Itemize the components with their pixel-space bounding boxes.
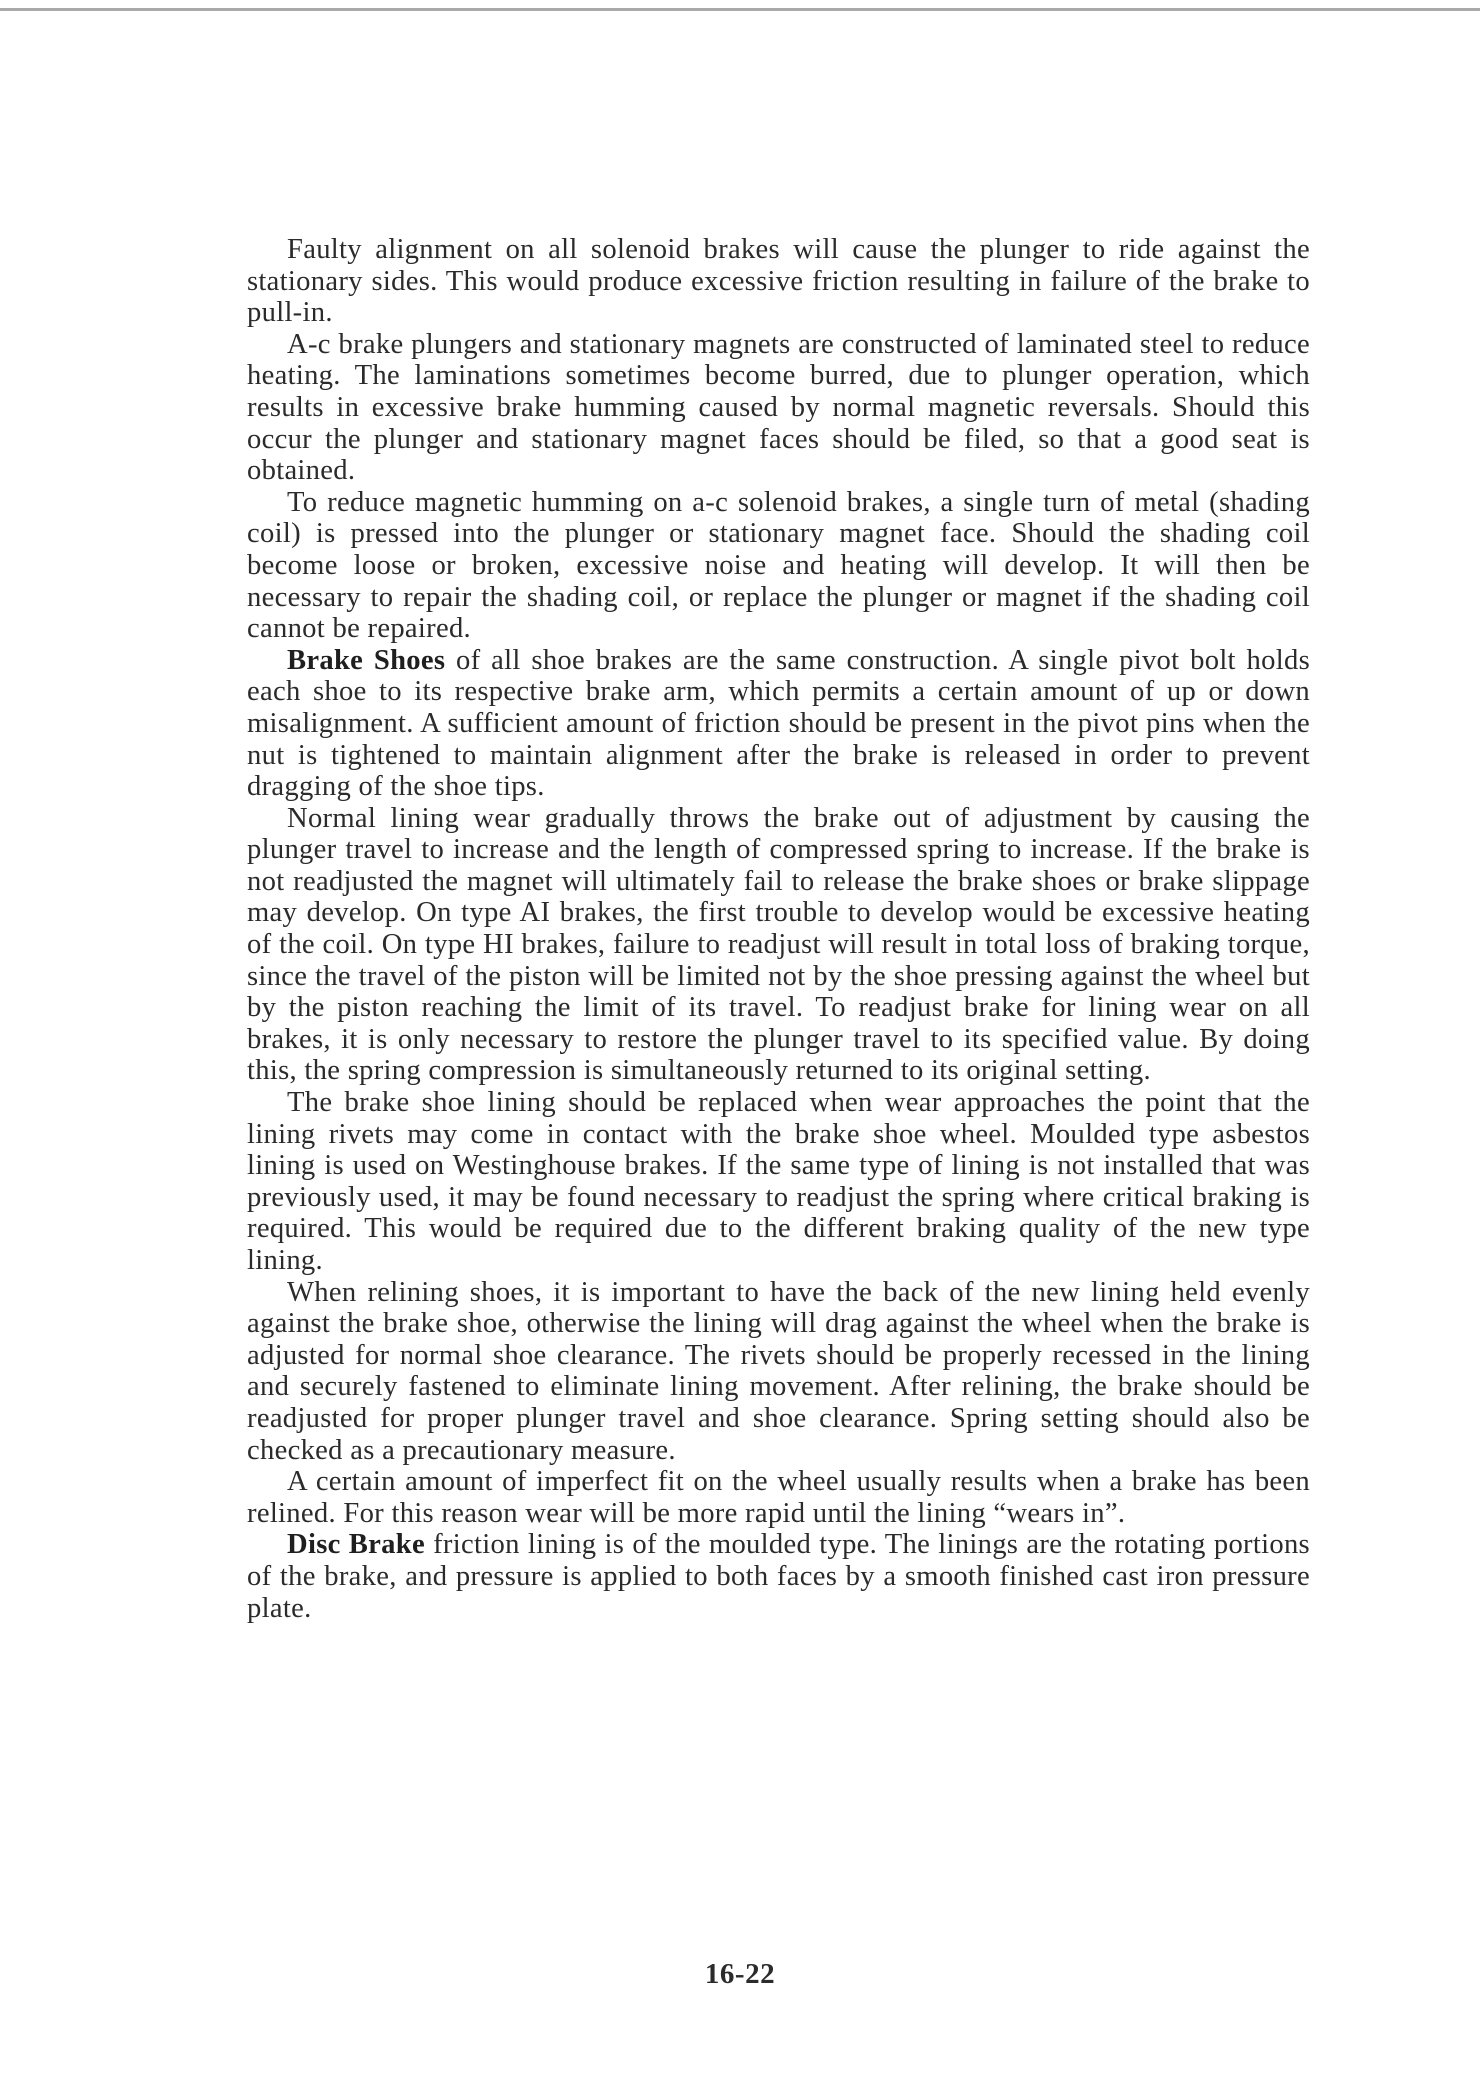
paragraph-text: The brake shoe lining should be replaced when wear approaches the point that the lining rivets may come in contact with the brake shoe wheel. Moulded type asbestos lining is used on Westinghouse brakes. If the same type of lining is not installed that was previously used, it may be found necessary to readjust the spring where critical braking is required. This would be required due to the different braking quality of the new type lining.	[247, 1087, 1310, 1276]
paragraph-shading-coil	[247, 487, 1310, 645]
paragraph-relining	[247, 1277, 1310, 1467]
paragraph-text: A certain amount of imperfect fit on the wheel usually results when a brake has been relined. For this reason wear will be more rapid until the lining “wears in”.	[247, 1466, 1310, 1529]
paragraph-text: When relining shoes, it is important to have the back of the new lining held evenly against the brake shoe, otherwise the lining will drag against the wheel when the brake is adjusted for normal shoe clearance. The rivets should be properly recessed in the lining and securely fastened to eliminate lining movement. After relining, the brake should be readjusted for proper plunger travel and shoe clearance. Spring setting should also be checked as a precautionary measure.	[247, 1276, 1310, 1466]
paragraph-lead-disc-brake: Disc Brake	[287, 1529, 425, 1561]
paragraph-text: friction lining is of the moulded type. The linings are the rotating portions of the brake, and pressure is applied to both faces by a smooth finished cast iron pressure plate.	[247, 1529, 1310, 1624]
paragraph-lining-replacement	[247, 1087, 1310, 1277]
paragraph-alignment	[247, 234, 1310, 329]
paragraph-brake-shoes	[247, 645, 1310, 803]
paragraph-lining-wear	[247, 803, 1310, 1087]
paragraph-imperfect-fit	[247, 1466, 1310, 1529]
paragraph-lead-brake-shoes: Brake Shoes	[287, 644, 446, 676]
paragraph-text: of all shoe brakes are the same construction. A single pivot bolt holds each shoe to its respective brake arm, which permits a certain amount of up or down misalignment. A sufficient amount of friction should be present in the pivot pins when the nut is tightened to maintain alignment after the brake is released in order to prevent dragging of the shoe tips.	[247, 644, 1310, 803]
paragraph-text: Faulty alignment on all solenoid brakes will cause the plunger to ride against the stationary sides. This would produce excessive friction resulting in failure of the brake to pull-in.	[247, 234, 1310, 329]
paragraph-text: Normal lining wear gradually throws the brake out of adjustment by causing the plunger travel to increase and the length of compressed spring to increase. If the brake is not readjusted the magnet will ultimately fail to release the brake shoes or brake slippage may develop. On type AI brakes, the first trouble to develop would be excessive heating of the coil. On type HI brakes, failure to readjust will result in total loss of braking torque, since the travel of the piston will be limited not by the shoe pressing against the wheel but by the piston reaching the limit of its travel. To readjust brake for lining wear on all brakes, it is only necessary to restore the plunger travel to its specified value. By doing this, the spring compression is simultaneously returned to its original setting.	[247, 802, 1310, 1087]
page-number: 16-22	[704, 1958, 776, 1990]
paragraph-disc-brake	[247, 1529, 1310, 1624]
paragraph-text: To reduce magnetic humming on a-c solenoid brakes, a single turn of metal (shading coil) is pressed into the plunger or stationary magnet face. Should the shading coil become loose or broken, excessive noise and heating will develop. It will then be necessary to repair the shading coil, or replace the plunger or magnet if the shading coil cannot be repaired.	[247, 486, 1310, 645]
top-border-rule	[0, 8, 1480, 11]
paragraph-laminations	[247, 329, 1310, 487]
paragraph-text: A-c brake plungers and stationary magnets are constructed of laminated steel to reduce heating. The laminations sometimes become burred, due to plunger operation, which results in excessive brake humming caused by normal magnetic reversals. Should this occur the plunger and stationary magnet faces should be filed, so that a good seat is obtained.	[247, 328, 1310, 487]
page-body	[247, 234, 1310, 1624]
